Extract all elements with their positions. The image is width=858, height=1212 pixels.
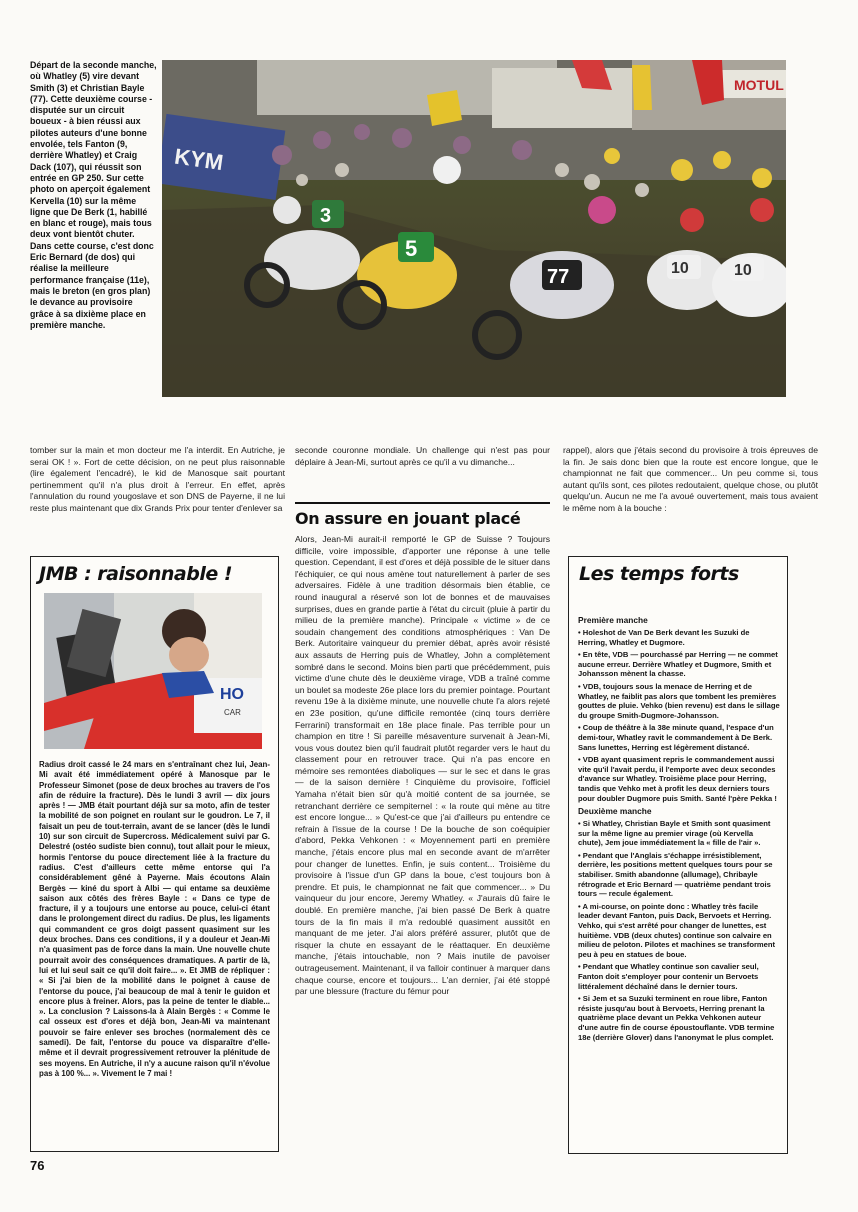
jmb-box-body — [39, 760, 270, 1079]
shirt-sponsor-text: CAR — [224, 708, 241, 717]
list-item: • En tête, VDB — pourchassé par Herring — ne commet aucune erreur. Derrière Whatley et Dugmore, Smith et Johansson mènent la chasse. — [578, 650, 780, 679]
jmb-box-paragraph: Radius droit cassé le 24 mars en s'entraînant chez lui, Jean-Mi avait été immédiatement opéré à Manosque par le Professeur Simonet (pose de deux broches au travers de l'os afin de réduire la fracture). Dès le lundi 3 avril — dix jours après ! — JMB était pourtant déjà sur sa moto, afin de tester la mobilité de son poignet en roulant sur le goudron. Le 7, il faisait un peu de tout-terrain, avant de se lancer (dès le lundi 10) sur son circuit de Supercross. Médicalement suivi par G. Delestré (ostéo sudiste bien connu), tout allait pour le mieux, hormis l'entorse du pouce directement liée à la fracture du radius. C'est d'ailleurs cette même entorse qui l'a considérablement gêné à Payerne. Mais écoutons Alain Bergès — kiné du sport à Albi — qui entame sa deuxième saison aux côtés des frères Bayle : « Dans ce type de fracture, il y a toujours une entorse au pouce, celui-ci étant dans le prolongement direct du radius. De plus, les ligaments qui commandent ce gros doigt passent quasiment sur les deux broches. Dans ces conditions, il y a douleur et Jean-Mi n'a quasiment pas de force dans la main. Une nouvelle chute pourrait avoir des conséquences dramatiques. A partir de là, lui et lui seul sait ce qu'il doit faire... ». Et JMB de répliquer : « Si j'ai bien de la mobilité dans le poignet à cause de l'entorse du pouce, j'ai beaucoup de mal à tenir le guidon et encore plus à freiner. Alors, pas la peine de tenter le diable... ». La conclusion ? Laissons-la à Alain Bergès : « Comme le cal osseux est d'ores et déjà bon, Jean-Mi va maintenant pouvoir se faire enlever ses broches (normalement dès ce samedi). De fait, l'entorse du pouce va disparaître d'elle-même et il devrait progressivement retrouver la plénitude de ses moyens. En Autriche, il n'y a aucune raison qu'il n'évolue pas à 100 %... ». Vivement le 7 mai ! — [39, 760, 270, 1078]
race-start-photo — [162, 60, 786, 397]
list-item: • Pendant que l'Anglais s'échappe irrésistiblement, derrière, les positions mettent quelques tours pour se stabiliser. Smith abandonne (allumage), Chribayle rétrograde et Eric Bernard — quatrième pendant trois tours — recule également. — [578, 851, 780, 899]
column-2-body-paragraph: Alors, Jean-Mi aurait-il remporté le GP de Suisse ? Toujours difficile, voire impossible, d'apporter une réponse à une telle question. Cependant, il est d'ores et déjà possible de le situer dans l'échiquier, ce qui nous amène tout naturellement à parler de ses adversaires. Fidèle à une tradition désormais bien établie, ce round inaugural a réservé son lot de bonnes et de mauvaises surprises, dues en grande partie à l'état du circuit (pluie à partir du milieu de la première manche). Principale « victime » de ce soudain changement des conditions atmosphériques : Van De Berk. Autoritaire vainqueur du premier débat, après avoir résisté aux assauts de Herring puis de Whatley, John a complètement sombré dans le second. Moins bien parti que précédemment, puis victime d'une chute dès le deuxième virage, VDB a traîné comme un boulet sa modeste 26e place lors du premier pointage. Pourtant revenu 19e à la dixième minute, une nouvelle chute l'a alors rejeté en 23e position, qu'une difficile remontée (cinq tours derrière Ferrarini) transformait en 18e place finale. Pas terrible pour un champion en titre ! Si pareille mésaventure survenait à Jean-Mi, vous vous doutez bien qu'il faudrait plutôt regarder vers le haut du classement pour en retrouver trace. Qui n'a pas encore en mémoire ses remontées diaboliques — sur le sec et dans le gras — de la saison dernière ! Cinquième du provisoire, l'officiel Yamaha n'était bien sûr qu'à moitié content de sa journée, se retranchant derrière ce sempiternel : « la route qui mène au titre est encore longue... » Qu'est-ce que j'ai d'ailleurs pu entendre ce refrain à l'issue de la course ! De la bouche de son coéquipier d'abord, Pekka Vehkonen : « Moyennement parti en première manche, j'étais encore plus mal en seconde avant de m'arrêter pour changer de lunettes. Enfin, je suis content... Troisième du provisoire à l'issue d'un GP dans la boue, c'est toujours bon à prendre. Et puis, le championnat ne fait que commencer... » Du vainqueur du jour encore, Jeremy Whatley. « J'aurais dû faire le doublé. En première manche, j'ai bien passé De Berk à quatre tours de la fin mais il m'a redoublé quasiment aussitôt en manquant de me jeter. J'ai alors préféré assurer, plutôt que de risquer la chute en essayant de le réattaquer. En deuxième manche, j'étais intouchable, non ? Mais inutile de pavoiser outrageusement. Maintenant, il va falloir continuer à marquer dans chaque course, encore et toujours... L'an dernier, j'ai été stoppé par une blessure (fracture du fémur pour — [295, 534, 550, 997]
list-item: • VDB ayant quasiment repris le commandement aussi vite qu'il l'avait perdu, il l'emporte avec deux secondes d'avance sur Whatley. Troisième place pour Herring, tandis que Vehko met à profit les deux derniers tours pour doubler Dugmore puis Smith. Santé l'père Pekka ! — [578, 755, 780, 803]
bike-number-10a: 10 — [671, 260, 689, 277]
shirt-logo-text: HO — [220, 686, 244, 703]
race-start-illustration — [162, 60, 786, 397]
second-race-list — [578, 819, 780, 1042]
bike-number-3: 3 — [320, 205, 332, 227]
photo-caption: Départ de la seconde manche, où Whatley (5) vire devant Smith (3) et Christian Bayle (77). Cette deuxième course - disputée sur un circuit boueux - à bien réussi aux pilotes auteurs d'une bonne envolée, tels Fanton (9, derrière Whatley) et Craig Dack (107), qui réussit son entrée en GP 250. Sur cette photo on aperçoit également Kervella (10) sur la même ligne que De Berk (1, habillé en blanc et rouge), mais tous deux vont bientôt chuter. Dans cette course, c'est donc Eric Bernard (de dos) qui réalise la meilleure performance française (11e), mais le breton (en gros plan) le devance au provisoire grâce à sa dixième place en première manche. — [30, 60, 157, 330]
column-3-text — [563, 445, 818, 515]
temps-forts-box — [568, 556, 788, 1154]
temps-forts-body — [578, 615, 780, 1045]
column-2-lead-paragraph: seconde couronne mondiale. Un challenge qui n'est pas pour déplaire à Jean-Mi, surtout après ce qu'il a vu dimanche... — [295, 445, 550, 467]
list-item: • A mi-course, on pointe donc : Whatley très facile leader devant Fanton, puis Dack, Bervoets et Herring. Vehko, qui s'est arrêté pour changer de lunettes, est huitième. VDB (deux chutes) continue son calvaire en milieu de peloton. Pilotes et machines se transforment peu à peu en statues de boue. — [578, 902, 780, 960]
jmb-portrait-photo — [44, 593, 262, 749]
jmb-box-title: JMB : raisonnable ! — [39, 563, 233, 585]
column-2-body — [295, 534, 550, 998]
jmb-sidebar-box — [30, 556, 279, 1152]
kym-banner-text: KYM — [172, 143, 225, 176]
bike-number-10b: 10 — [734, 262, 752, 279]
list-item: • Si Whatley, Christian Bayle et Smith sont quasiment sur la même ligne au premier virage (où Kervella chute), Jem joue immédiatement la « fille de l'air ». — [578, 819, 780, 848]
column-3-paragraph: rappel), alors que j'étais second du provisoire à trois épreuves de la fin. Je sais donc bien que la route est encore longue, que le championnat ne fait que commencer... Un peu comme si, tous autant qu'ils sont, ces pilotes redoutaient, quelque chose, ou plutôt quelqu'un. Aucun ne me l'a avoué ouvertement, mais tous avaient le même nom à la bouche : — [563, 445, 818, 513]
motul-banner-text: MOTUL — [734, 77, 784, 93]
column-2-lead — [295, 445, 550, 468]
list-item: • VDB, toujours sous la menace de Herring et de Whatley, ne faiblit pas alors que tombent les premières gouttes de pluie. Vehko (bien revenu) est dans le sillage du groupe Smith-Dugmore-Johansson. — [578, 682, 780, 720]
section-heading-first-race: Première manche — [578, 615, 648, 625]
list-item: • Si Jem et sa Suzuki terminent en roue libre, Fanton résiste jusqu'au bout à Bervoets, Herring prenant la quatrième place devant un Pekka Vehkonen auteur d'une autre fin de course époustouflante. VDB termine 18e (derrière Glover) dans l'anonymat le plus complet. — [578, 994, 780, 1042]
column-1-paragraph: tomber sur la main et mon docteur me l'a interdit. En Autriche, je serai OK ! ». Fort de cette décision, on ne peut plus raisonnable (lire également l'encadré), le kid de Manosque sait pourtant pertinemment qu'il n'a plus droit à l'erreur. En effet, après l'annulation du round yougoslave et son DNS de Payerne, il ne lui reste plus maintenant que dix Grands Prix pour tenter d'enlever sa — [30, 445, 285, 513]
bike-number-5: 5 — [405, 236, 418, 261]
section-headline: On assure en jouant placé — [295, 502, 550, 528]
list-item: • Coup de théâtre à la 38e minute quand, l'espace d'un demi-tour, Whatley ravit le commandement à De Berk. Sans lunettes, Herring est légèrement distancé. — [578, 723, 780, 752]
jmb-portrait-illustration — [44, 593, 262, 749]
section-heading-second-race: Deuxième manche — [578, 806, 652, 817]
column-1-text — [30, 445, 285, 515]
first-race-list — [578, 628, 780, 803]
bike-number-77: 77 — [547, 266, 570, 288]
temps-forts-title: Les temps forts — [579, 563, 739, 585]
list-item: • Pendant que Whatley continue son cavalier seul, Fanton doit s'employer pour contenir un Bervoets littéralement déchaîné dans le dernier tours. — [578, 962, 780, 991]
page-number: 76 — [30, 1158, 45, 1173]
list-item: • Holeshot de Van De Berk devant les Suzuki de Herring, Whatley et Dugmore. — [578, 628, 780, 647]
